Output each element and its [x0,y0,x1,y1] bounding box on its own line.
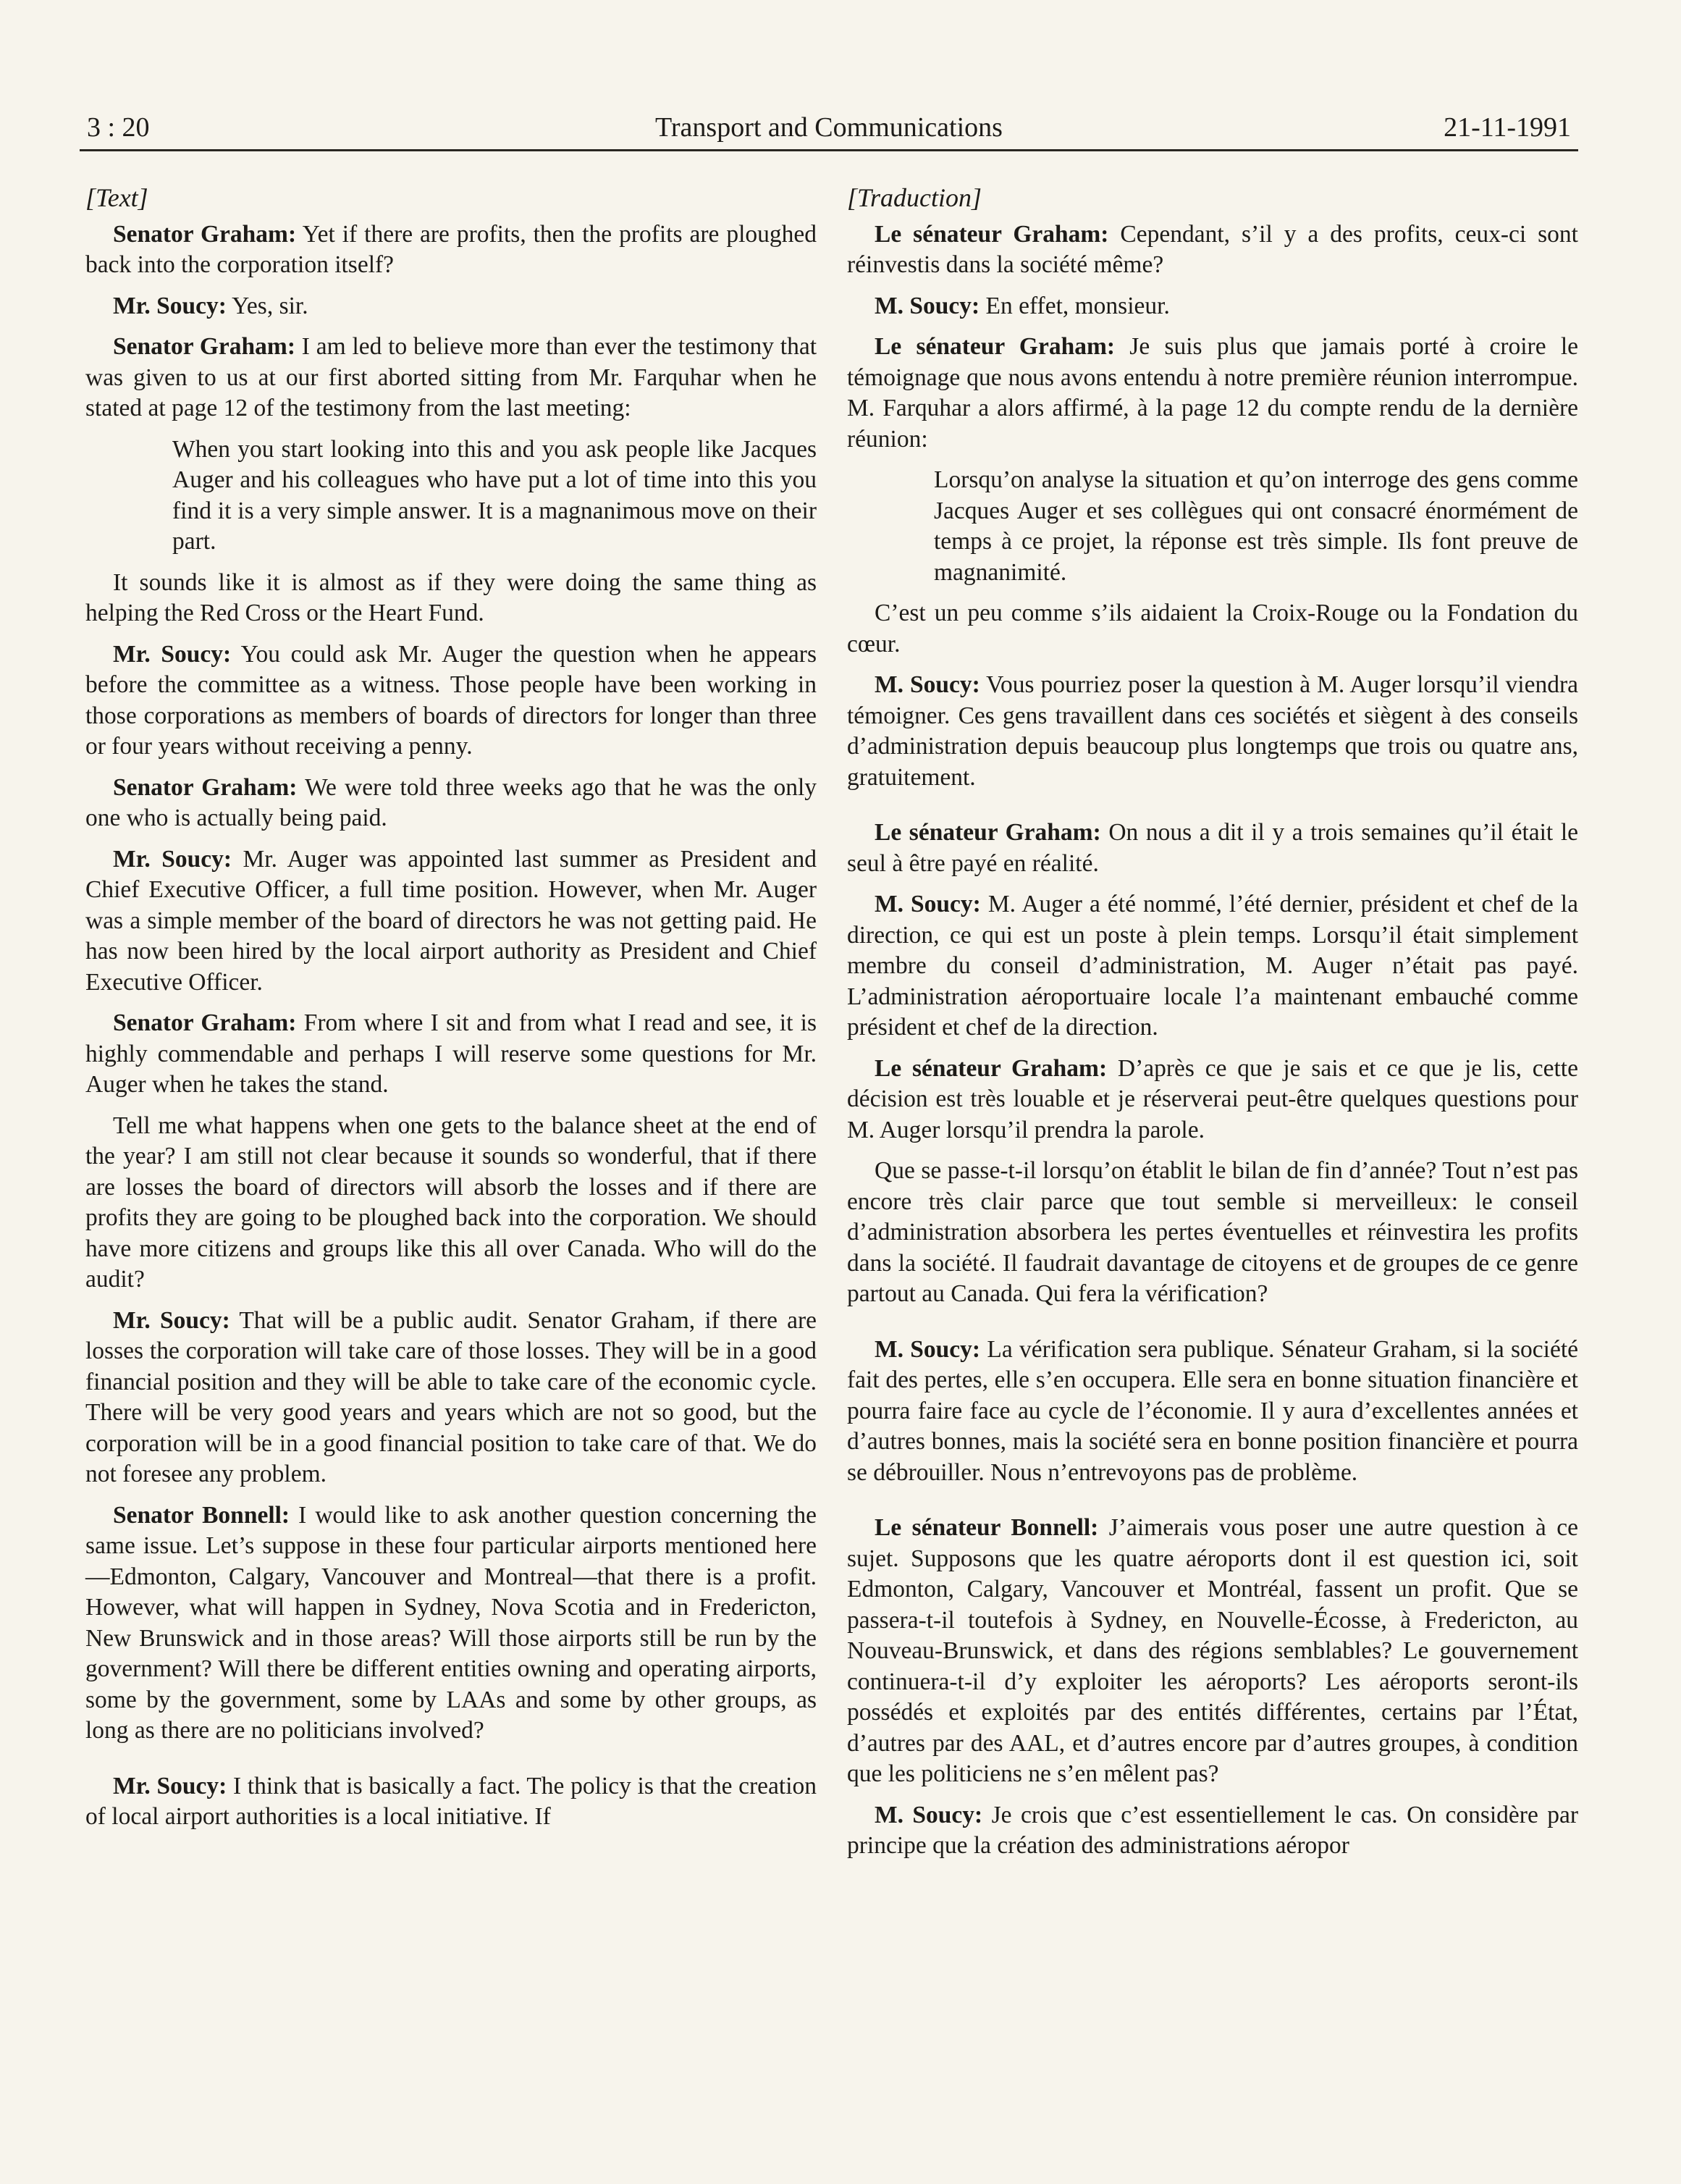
speaker-name: Senator Graham: [113,1009,297,1036]
page-number: 3 : 20 [87,112,150,143]
speaker-name: Le sénateur Bonnell: [875,1514,1099,1541]
transcript-paragraph [85,1008,817,1101]
transcript-paragraph [847,291,1578,322]
transcript-paragraph [847,1800,1578,1862]
transcript-paragraph [847,598,1578,660]
block-quote: When you start looking into this and you ask people like Jacques Auger and his colleagues who have put a lot of time into this you find it is a very simple answer. It is a magnanimous move on their part. [172,435,817,555]
transcript-paragraph [85,1111,817,1295]
speaker-name: Mr. Soucy: [113,1306,230,1334]
speaker-name: Senator Bonnell: [113,1501,290,1529]
transcript-paragraph [847,818,1578,879]
speech-text: Je suis plus que jamais porté à croire le témoignage que nous avons entendu à notre première réunion interrompue. M. Farquhar a alors affirmé, à la page 12 du compte rendu de la dernière réunion: [847,333,1578,453]
speech-text: En effet, monsieur. [979,292,1170,319]
speaker-name: Mr. Soucy: [113,640,232,668]
speaker-name: Le sénateur Graham: [875,220,1109,248]
speech-text: You could ask Mr. Auger the question when he appears before the committee as a witness. Those people have been working in those corporations as members of boards of directors for longer than three or four years without receiving a penny. [85,640,817,760]
section-label: [Traduction] [847,183,982,212]
speech-text: Tell me what happens when one gets to the balance sheet at the end of the year? I am still not clear because it sounds so wonderful, that if there are losses the board of directors will absorb the losses and if there are profits they are going to be ploughed back into the corporation. We should have more citizens and groups like this all over Canada. Who will do the audit? [85,1112,817,1293]
page-header [80,109,1578,151]
transcript-paragraph [847,889,1578,1043]
speaker-name: Mr. Soucy: [113,845,232,873]
speech-text: J’aimerais vous poser une autre question à ce sujet. Supposons que les quatre aéroports dont il est question ici, soit Edmonton, Calgary, Vancouver et Montréal, fassent un profit. Que se passera-t-il toutefois à Sydney, en Nouvelle-Écosse, à Fredericton, au Nouveau-Brunswick, et dans des régions semblables? Le gouvernement continuera-t-il d’y exploiter les aéroports? Les aéroports seront-ils possédés et exploités par des entités différentes, certains par l’État, d’autres par des AAL, et d’autres encore par d’autres groupes, à condition que les politiciens ne s’en mêlent pas? [847,1514,1578,1787]
transcript-paragraph [847,1335,1578,1489]
transcript-paragraph [847,332,1578,455]
speech-text: I think that is basically a fact. The policy is that the creation of local airport authorities is a local initiative. If [85,1772,817,1830]
transcript-paragraph [85,1500,817,1747]
transcript-paragraph [847,1513,1578,1790]
speaker-name: Le sénateur Graham: [875,819,1101,846]
transcript-paragraph [85,291,817,322]
transcript-paragraph [85,773,817,834]
speaker-name: Senator Graham: [113,220,297,248]
speech-text: On nous a dit il y a trois semaines qu’il était le seul à être payé en réalité. [847,819,1579,877]
transcript-paragraph [85,568,817,629]
speaker-name: M. Soucy: [875,1801,983,1828]
speech-text: Cependant, s’il y a des profits, ceux-ci sont réinvestis dans la société même? [847,220,1578,278]
speech-text: Que se passe-t-il lorsqu’on établit le bilan de fin d’année? Tout n’est pas encore très clair parce que tout semble si merveilleux: le conseil d’administration absorbera les pertes éventuelles et réinvestira les profits dans la société. Il faudrait davantage de citoyens et de groupes de ce genre partout au Canada. Qui fera la vérification? [847,1157,1578,1307]
speech-text: From where I sit and from what I read and see, it is highly commendable and perhaps I will reserve some questions for Mr. Auger when he takes the stand. [85,1009,817,1098]
speech-text: I would like to ask another question concerning the same issue. Let’s suppose in these four particular airports mentioned here—Edmonton, Calgary, Vancouver and Montreal—that there is a profit. However, what will happen in Sydney, Nova Scotia and in Fredericton, New Brunswick and in those areas? Will those airports still be run by the government? Will there be different entities owning and operating airports, some by the government, some by LAAs and some by other groups, as long as there are no politicians involved? [85,1501,817,1744]
transcript-paragraph [847,219,1578,281]
speaker-name: Mr. Soucy: [113,292,227,319]
speech-text: C’est un peu comme s’ils aidaient la Croix-Rouge ou la Fondation du cœur. [847,600,1578,658]
speaker-name: Senator Graham: [113,773,298,801]
speech-text: We were told three weeks ago that he was the only one who is actually being paid. [85,773,817,831]
transcript-paragraph [847,1156,1578,1310]
speaker-name: Le sénateur Graham: [875,1054,1108,1082]
block-quote: Lorsqu’on analyse la situation et qu’on interroge des gens comme Jacques Auger et ses collègues qui ont consacré énormément de temps à ce projet, la réponse est très simple. Ils font preuve de magnanimité. [934,466,1578,586]
speaker-name: Senator Graham: [113,333,295,360]
transcript-paragraph [85,219,817,281]
transcript-paragraph [85,639,817,763]
transcript-paragraph [847,670,1578,793]
speaker-name: M. Soucy: [875,891,981,917]
speaker-name: Mr. Soucy: [113,1772,227,1799]
speech-text: It sounds like it is almost as if they were doing the same thing as helping the Red Cross or the Heart Fund. [85,568,817,626]
transcript-paragraph [847,1054,1578,1146]
speech-text: Yet if there are profits, then the profits are ploughed back into the corporation itself? [85,220,817,278]
meeting-date: 21-11-1991 [1444,112,1571,143]
transcript-paragraph [85,332,817,424]
transcript-paragraph [85,844,817,999]
speaker-name: M. Soucy: [875,1335,981,1363]
section-label: [Text] [85,183,148,212]
speech-text: M. Auger a été nommé, l’été dernier, président et chef de la direction, ce qui est un poste à plein temps. Lorsqu’il était simplement membre du conseil d’administration, M. Auger n’était pas payé. L’administration aéroportuaire locale l’a maintenant embauché comme président et chef de la direction. [847,891,1578,1041]
speech-text: Je crois que c’est essentiellement le cas. On considère par principe que la création des administrations aéropor [847,1801,1579,1859]
speech-text: Yes, sir. [226,292,308,319]
publication-title: Transport and Communications [655,112,1003,143]
speaker-name: M. Soucy: [875,292,980,319]
speaker-name: M. Soucy: [875,671,980,698]
speech-text: Mr. Auger was appointed last summer as President and Chief Executive Officer, a full time position. However, when Mr. Auger was a simple member of the board of directors he was not getting paid. He has now been hired by the local airport authority as President and Chief Executive Officer. [85,845,817,996]
transcript-paragraph [85,1771,817,1833]
transcript-paragraph [85,1306,817,1490]
speech-text: Vous pourriez poser la question à M. Auger lorsqu’il viendra témoigner. Ces gens travaillent dans ces sociétés et siègent à des conseils d’administration depuis beaucoup plus longtemps que trois ou quatre ans, gratuitement. [847,671,1579,791]
french-column [847,182,1578,1872]
speech-text: La vérification sera publique. Sénateur Graham, si la société fait des pertes, elle s’en occupera. Elle sera en bonne situation financière et pourra faire face au cycle de l’économie. Il y aura d’excellentes années et d’autres bonnes, mais la société sera en bonne position financière et pourra se débrouiller. Nous n’entrevoyons pas de problème. [847,1335,1578,1486]
speech-text: D’après ce que je sais et ce que je lis, cette décision est très louable et je réserverai peut-être quelques questions pour M. Auger lorsqu’il prendra la parole. [847,1054,1578,1143]
speech-text: That will be a public audit. Senator Graham, if there are losses the corporation will take care of those losses. They will be in a good financial position and they will be able to take care of the economic cycle. There will be very good years and years which are not so good, but the corporation will be in a good financial position to take care of that. We do not foresee any problem. [85,1306,817,1487]
speaker-name: Le sénateur Graham: [875,333,1116,360]
speech-text: I am led to believe more than ever the testimony that was given to us at our first aborted sitting from Mr. Farquhar when he stated at page 12 of the testimony from the last meeting: [85,333,817,421]
english-column [85,182,817,1843]
